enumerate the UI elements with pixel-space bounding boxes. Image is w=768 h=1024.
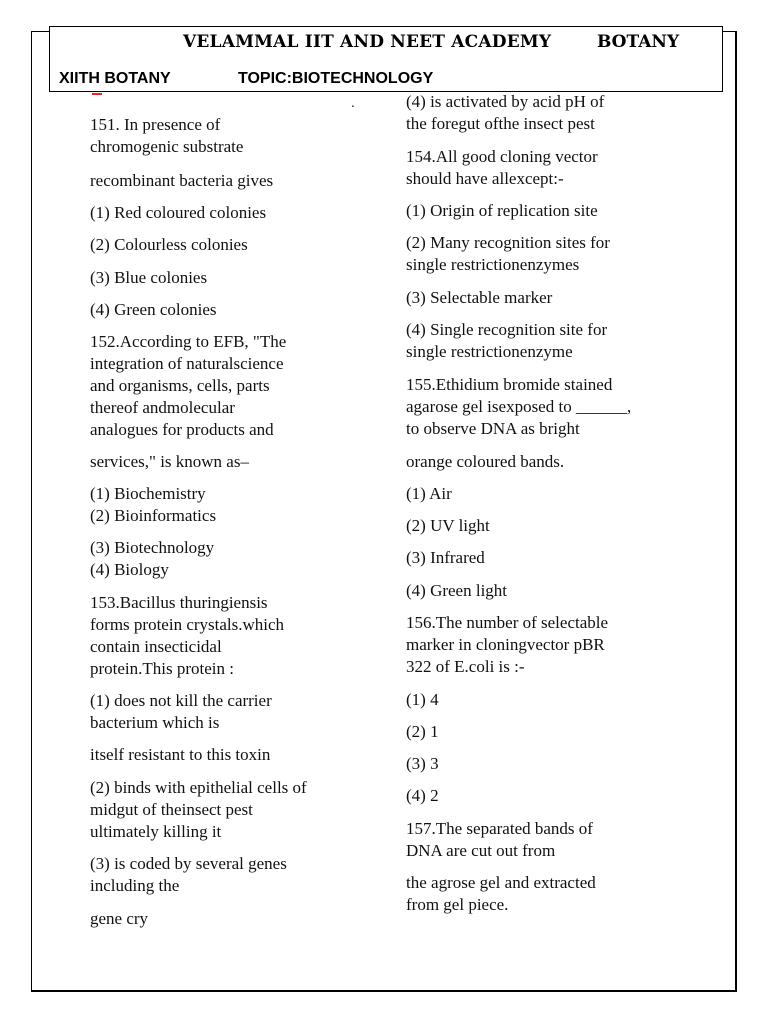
q152-options-1-2 [90, 483, 370, 527]
text-line: 155.Ethidium bromide stained [406, 375, 613, 394]
topic-label: TOPIC:BIOTECHNOLOGY [238, 70, 434, 87]
text-line: 151. In presence of [90, 115, 221, 134]
q157-stem-cont [406, 872, 686, 916]
q154-option-1: (1) Origin of replication site [406, 201, 598, 220]
academy-title: VELAMMAL IIT AND NEET ACADEMY [183, 32, 552, 52]
q153-option-1 [90, 690, 370, 734]
q155-option-2: (2) UV light [406, 516, 490, 535]
q155-option-4: (4) Green light [406, 581, 508, 600]
q153-option-2 [90, 777, 390, 843]
q151-option-2: (2) Colourless colonies [90, 235, 248, 254]
q156-option-1: (1) 4 [406, 690, 439, 709]
text-line: contain insecticidal [90, 637, 222, 656]
text-line: ultimately killing it [90, 822, 222, 841]
text-line: single restrictionenzymes [406, 255, 580, 274]
stray-dot: . [351, 96, 355, 110]
q152-stem-cont: services," is known as– [90, 452, 249, 471]
q152-option-3: (3) Biotechnology [90, 538, 215, 557]
text-line: (1) does not kill the carrier [90, 691, 272, 710]
text-line: 322 of E.coli is :- [406, 657, 525, 676]
text-line: to observe DNA as bright [406, 419, 580, 438]
text-line: (2) binds with epithelial cells of [90, 778, 307, 797]
q153-option-3 [90, 853, 370, 897]
q155-stem [406, 374, 706, 440]
q151-option-4: (4) Green colonies [90, 300, 217, 319]
text-line: forms protein crystals.which [90, 615, 285, 634]
q155-option-3: (3) Infrared [406, 548, 485, 567]
q151-option-1: (1) Red coloured colonies [90, 203, 267, 222]
q153-stem [90, 592, 370, 680]
q153-option-4 [406, 91, 706, 135]
text-line: marker in cloningvector pBR [406, 635, 605, 654]
q152-option-1: (1) Biochemistry [90, 484, 206, 503]
q155-option-1: (1) Air [406, 484, 452, 503]
q154-stem [406, 146, 686, 190]
subject-title: BOTANY [597, 32, 680, 52]
q154-option-2 [406, 232, 686, 276]
class-label: XIITH BOTANY [59, 70, 171, 87]
q153-option-3-cont: gene cry [90, 909, 149, 928]
text-line: DNA are cut out from [406, 841, 556, 860]
q155-stem-cont: orange coloured bands. [406, 452, 565, 471]
q151-stem-cont: recombinant bacteria gives [90, 171, 274, 190]
text-line: single restrictionenzyme [406, 342, 573, 361]
text-line: should have allexcept:- [406, 169, 564, 188]
text-line: (2) Many recognition sites for [406, 233, 610, 252]
text-line: integration of naturalscience [90, 354, 284, 373]
text-line: bacterium which is [90, 713, 220, 732]
text-line: analogues for products and [90, 420, 274, 439]
q157-stem [406, 818, 686, 862]
red-dash-mark [92, 93, 102, 95]
q152-options-3-4 [90, 537, 370, 581]
text-line: agarose gel isexposed to ______, [406, 397, 632, 416]
q156-option-2: (2) 1 [406, 722, 439, 741]
text-line: from gel piece. [406, 895, 509, 914]
q156-option-3: (3) 3 [406, 754, 439, 773]
text-line: 157.The separated bands of [406, 819, 593, 838]
text-line: (4) is activated by acid pH of [406, 92, 605, 111]
text-line: protein.This protein : [90, 659, 235, 678]
text-line: midgut of theinsect pest [90, 800, 253, 819]
q154-option-4 [406, 319, 686, 363]
q152-stem [90, 331, 370, 441]
text-line: the foregut ofthe insect pest [406, 114, 595, 133]
text-line: 153.Bacillus thuringiensis [90, 593, 268, 612]
text-line: 152.According to EFB, "The [90, 332, 287, 351]
q156-option-4: (4) 2 [406, 786, 439, 805]
q152-option-4: (4) Biology [90, 560, 169, 579]
text-line: chromogenic substrate [90, 137, 244, 156]
q151-option-3: (3) Blue colonies [90, 268, 208, 287]
q152-option-2: (2) Bioinformatics [90, 506, 217, 525]
q156-stem [406, 612, 686, 678]
text-line: (4) Single recognition site for [406, 320, 608, 339]
text-line: and organisms, cells, parts [90, 376, 270, 395]
text-line: the agrose gel and extracted [406, 873, 596, 892]
text-line: 156.The number of selectable [406, 613, 609, 632]
text-line: including the [90, 876, 180, 895]
q154-option-3: (3) Selectable marker [406, 288, 553, 307]
text-line: (3) is coded by several genes [90, 854, 287, 873]
text-line: 154.All good cloning vector [406, 147, 598, 166]
text-line: thereof andmolecular [90, 398, 235, 417]
q153-option-1-cont: itself resistant to this toxin [90, 745, 271, 764]
q151-stem [90, 114, 370, 158]
